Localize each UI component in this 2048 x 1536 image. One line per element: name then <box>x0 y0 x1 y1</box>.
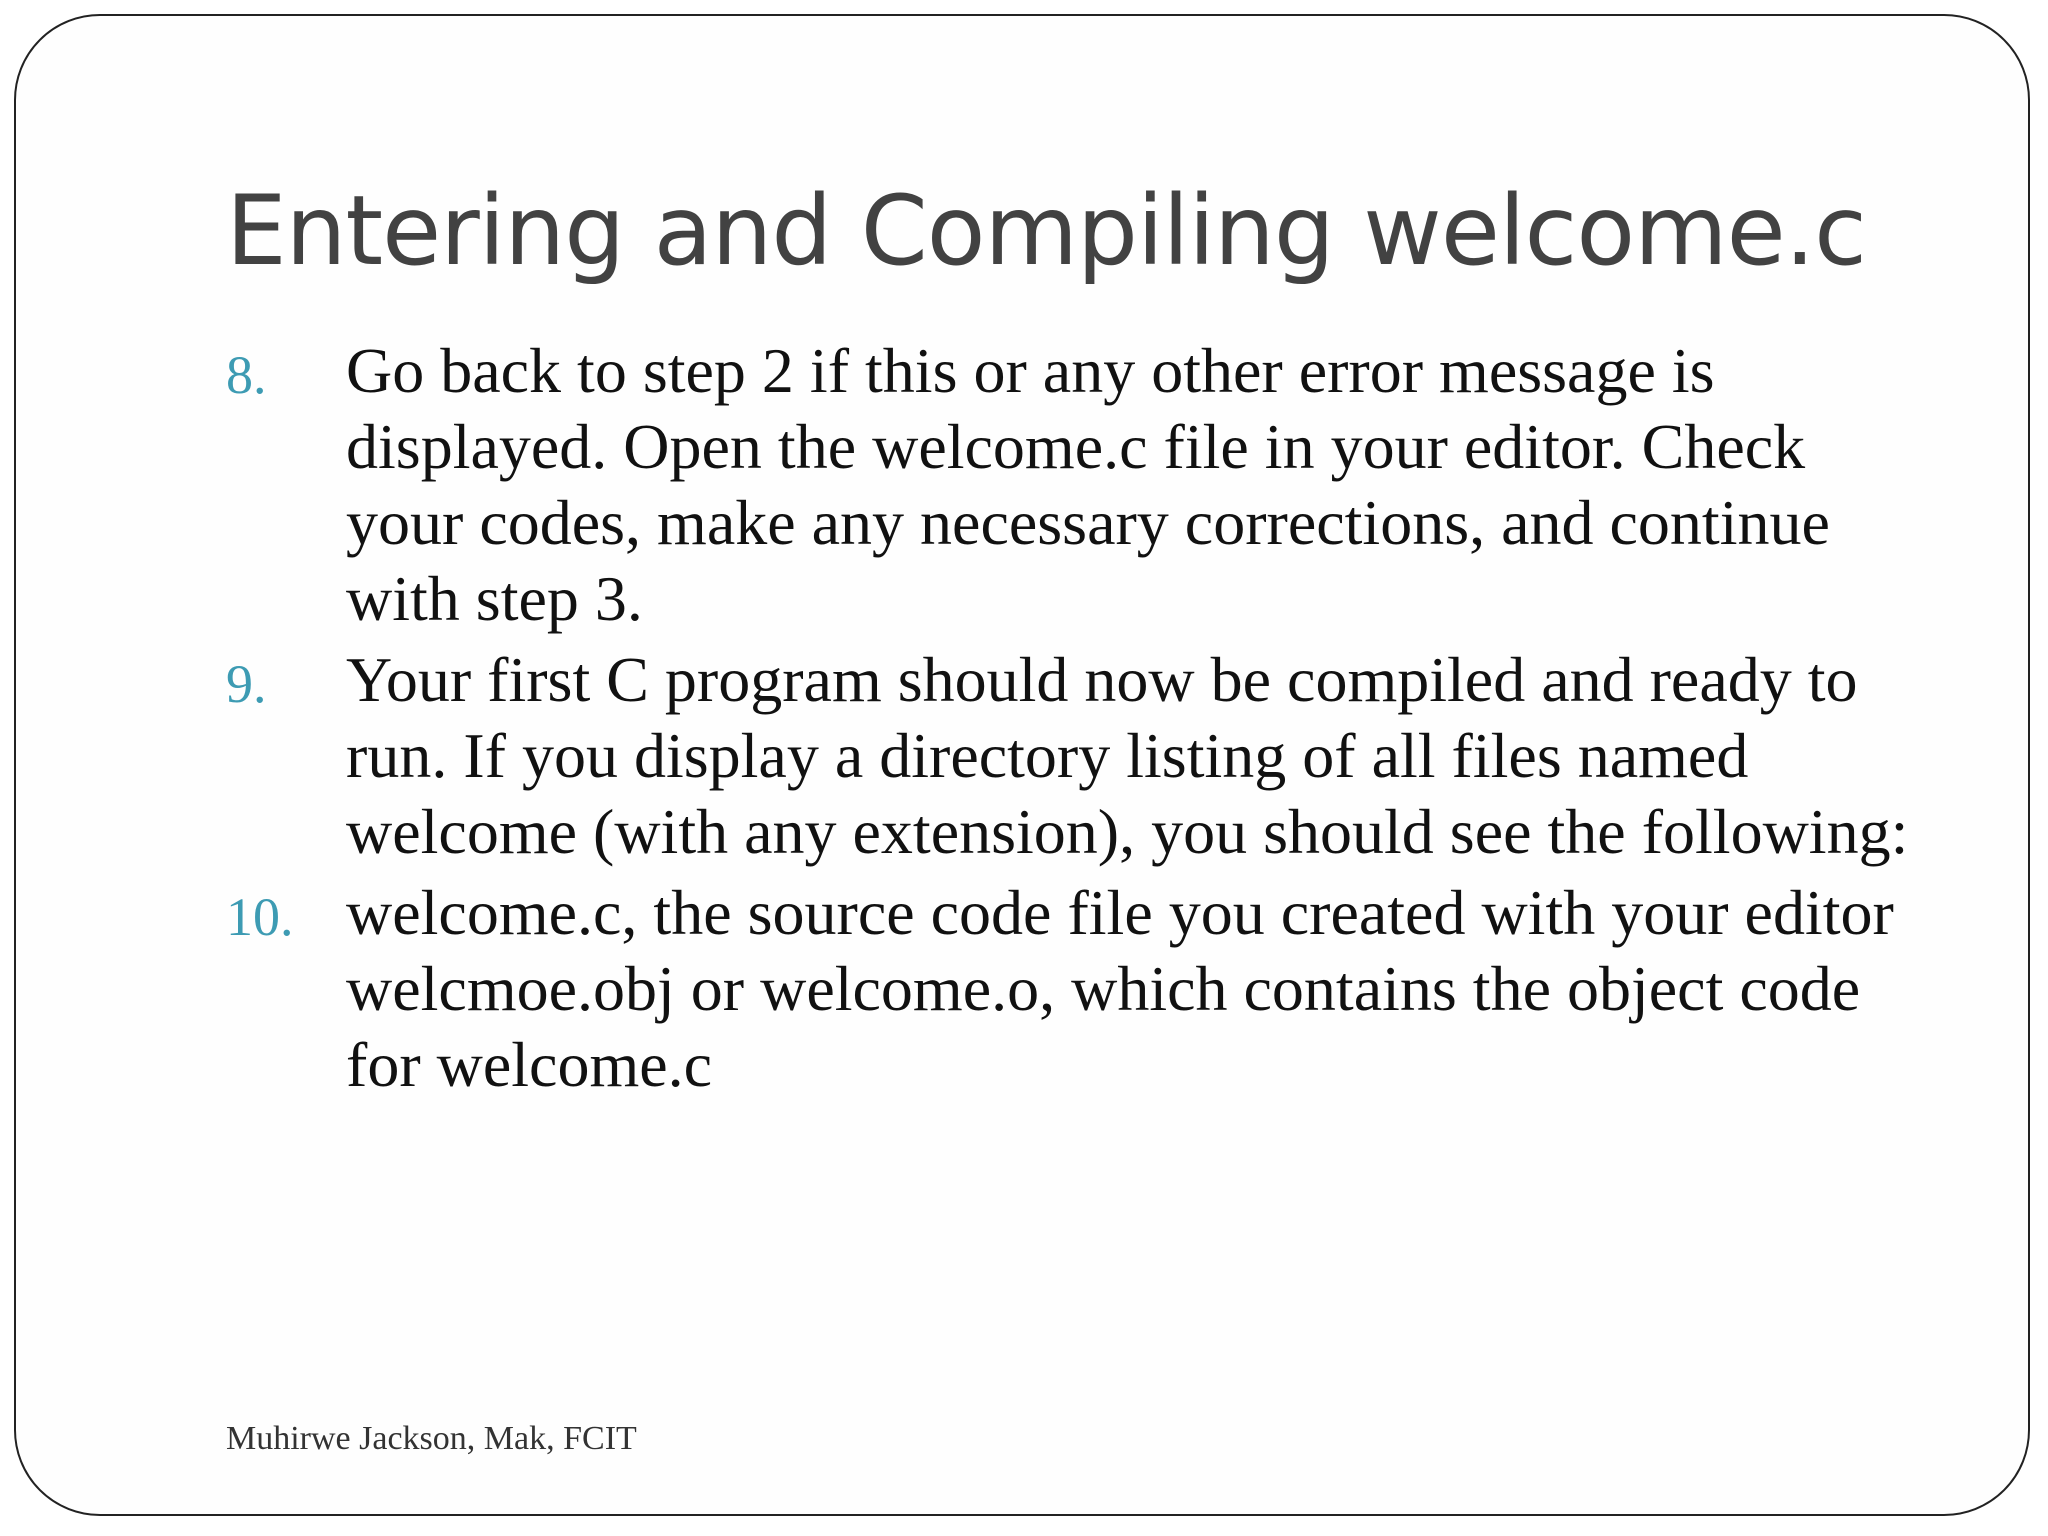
step-number: 10. <box>226 887 294 947</box>
step-number: 9. <box>226 654 267 714</box>
step-number: 8. <box>226 345 267 405</box>
list-item-step-9 <box>226 642 1926 870</box>
step-text: Your first C program should now be compiled and ready to run. If you display a directory listing of all files named welcome (with any extension), you should see the following: <box>346 644 1909 867</box>
list-item-step-10 <box>226 875 1926 1103</box>
list-item-step-8 <box>226 333 1926 637</box>
step-text: welcome.c, the source code file you created with your editor welcmoe.obj or welcome.o, which contains the object code for welcome.c <box>346 877 1894 1100</box>
slide-title: Entering and Compiling welcome.c <box>226 175 1866 287</box>
slide-footer: Muhirwe Jackson, Mak, FCIT <box>226 1420 637 1457</box>
step-text: Go back to step 2 if this or any other error message is displayed. Open the welcome.c file in your editor. Check your codes, make any necessary corrections, and continue with step 3. <box>346 335 1830 634</box>
steps-list <box>226 333 1926 1108</box>
